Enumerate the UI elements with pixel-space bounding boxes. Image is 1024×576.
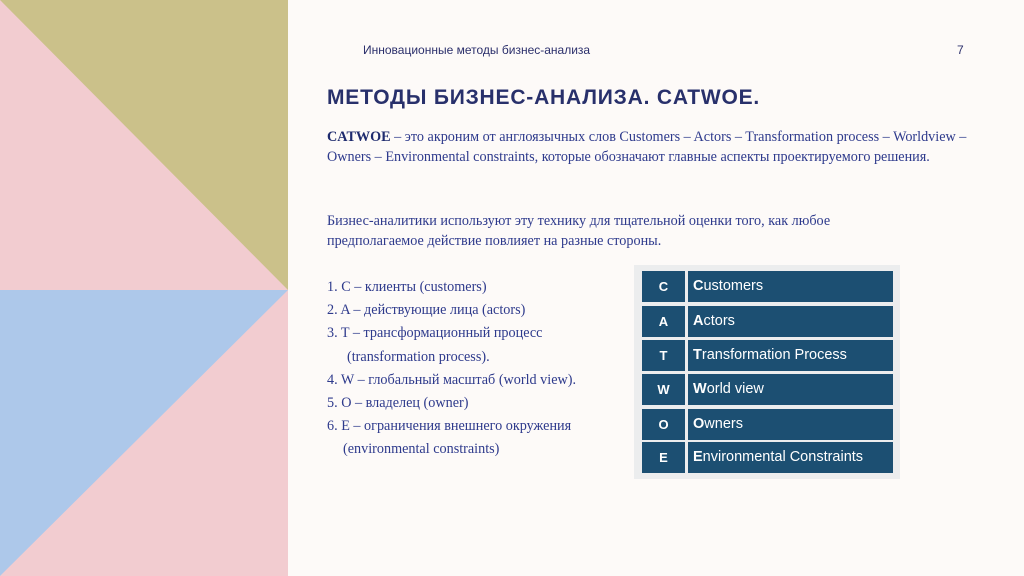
list-item: 3. T – трансформационный процесс	[327, 325, 543, 342]
list-item: 5. O – владелец (owner)	[327, 394, 469, 411]
list-item: 4. W – глобальный масштаб (world view).	[327, 371, 577, 388]
row-letter: T	[642, 340, 685, 371]
row-label	[688, 340, 893, 371]
row-label	[688, 442, 893, 473]
row-letter: W	[642, 374, 685, 405]
catwoe-table	[634, 265, 900, 479]
list-item: 6. E – ограничения внешнего окружения	[327, 418, 572, 435]
header-subtitle: Инновационные методы бизнес-анализа	[363, 43, 591, 57]
intro-text: – это акроним от англоязычных слов Customers – Actors – Transformation process – Worldview – Owners – Environmental constraints, которые обозначают главные аспекты проектируемого решения.	[327, 129, 967, 165]
table-row-t	[642, 340, 893, 371]
slide-title: МЕТОДЫ БИЗНЕС-АНАЛИЗА. CATWOE.	[327, 86, 761, 109]
row-label	[688, 271, 893, 302]
row-label	[688, 306, 893, 337]
usage-paragraph: Бизнес-аналитики используют эту технику для тщательной оценки того, как любое предполагаемое действие повлияет на разные стороны.	[327, 213, 831, 249]
label-initial: A	[693, 313, 704, 329]
row-letter: A	[642, 306, 685, 337]
label-initial: W	[693, 381, 707, 397]
list-item: (transformation process).	[347, 348, 490, 365]
catwoe-list	[327, 276, 576, 462]
label-rest: ransformation Process	[701, 347, 847, 363]
table-row-w	[642, 374, 893, 405]
intro-paragraph	[327, 127, 977, 167]
decorative-triangles	[0, 0, 288, 576]
label-initial: C	[693, 278, 704, 294]
table-row-c	[642, 271, 893, 302]
label-initial: T	[693, 347, 702, 363]
row-letter: E	[642, 442, 685, 473]
label-rest: ustomers	[703, 278, 764, 294]
label-rest: wners	[704, 416, 743, 432]
table-row-o	[642, 409, 893, 440]
label-rest: ctors	[703, 313, 735, 329]
list-item: 1. C – клиенты (customers)	[327, 279, 487, 295]
table-row-e	[642, 442, 893, 473]
label-initial: E	[693, 449, 703, 465]
label-initial: O	[693, 416, 705, 432]
table-row-a	[642, 306, 893, 337]
intro-term: CATWOE	[327, 129, 391, 145]
row-label	[688, 374, 893, 405]
label-rest: nvironmental Constraints	[702, 449, 864, 465]
list-item: (environmental constraints)	[343, 441, 500, 458]
row-label	[688, 409, 893, 440]
row-letter: O	[642, 409, 685, 440]
label-rest: orld view	[706, 381, 764, 397]
row-letter: C	[642, 271, 685, 302]
list-item: 2. A – действующие лица (actors)	[327, 302, 526, 319]
page-number: 7	[957, 43, 964, 57]
